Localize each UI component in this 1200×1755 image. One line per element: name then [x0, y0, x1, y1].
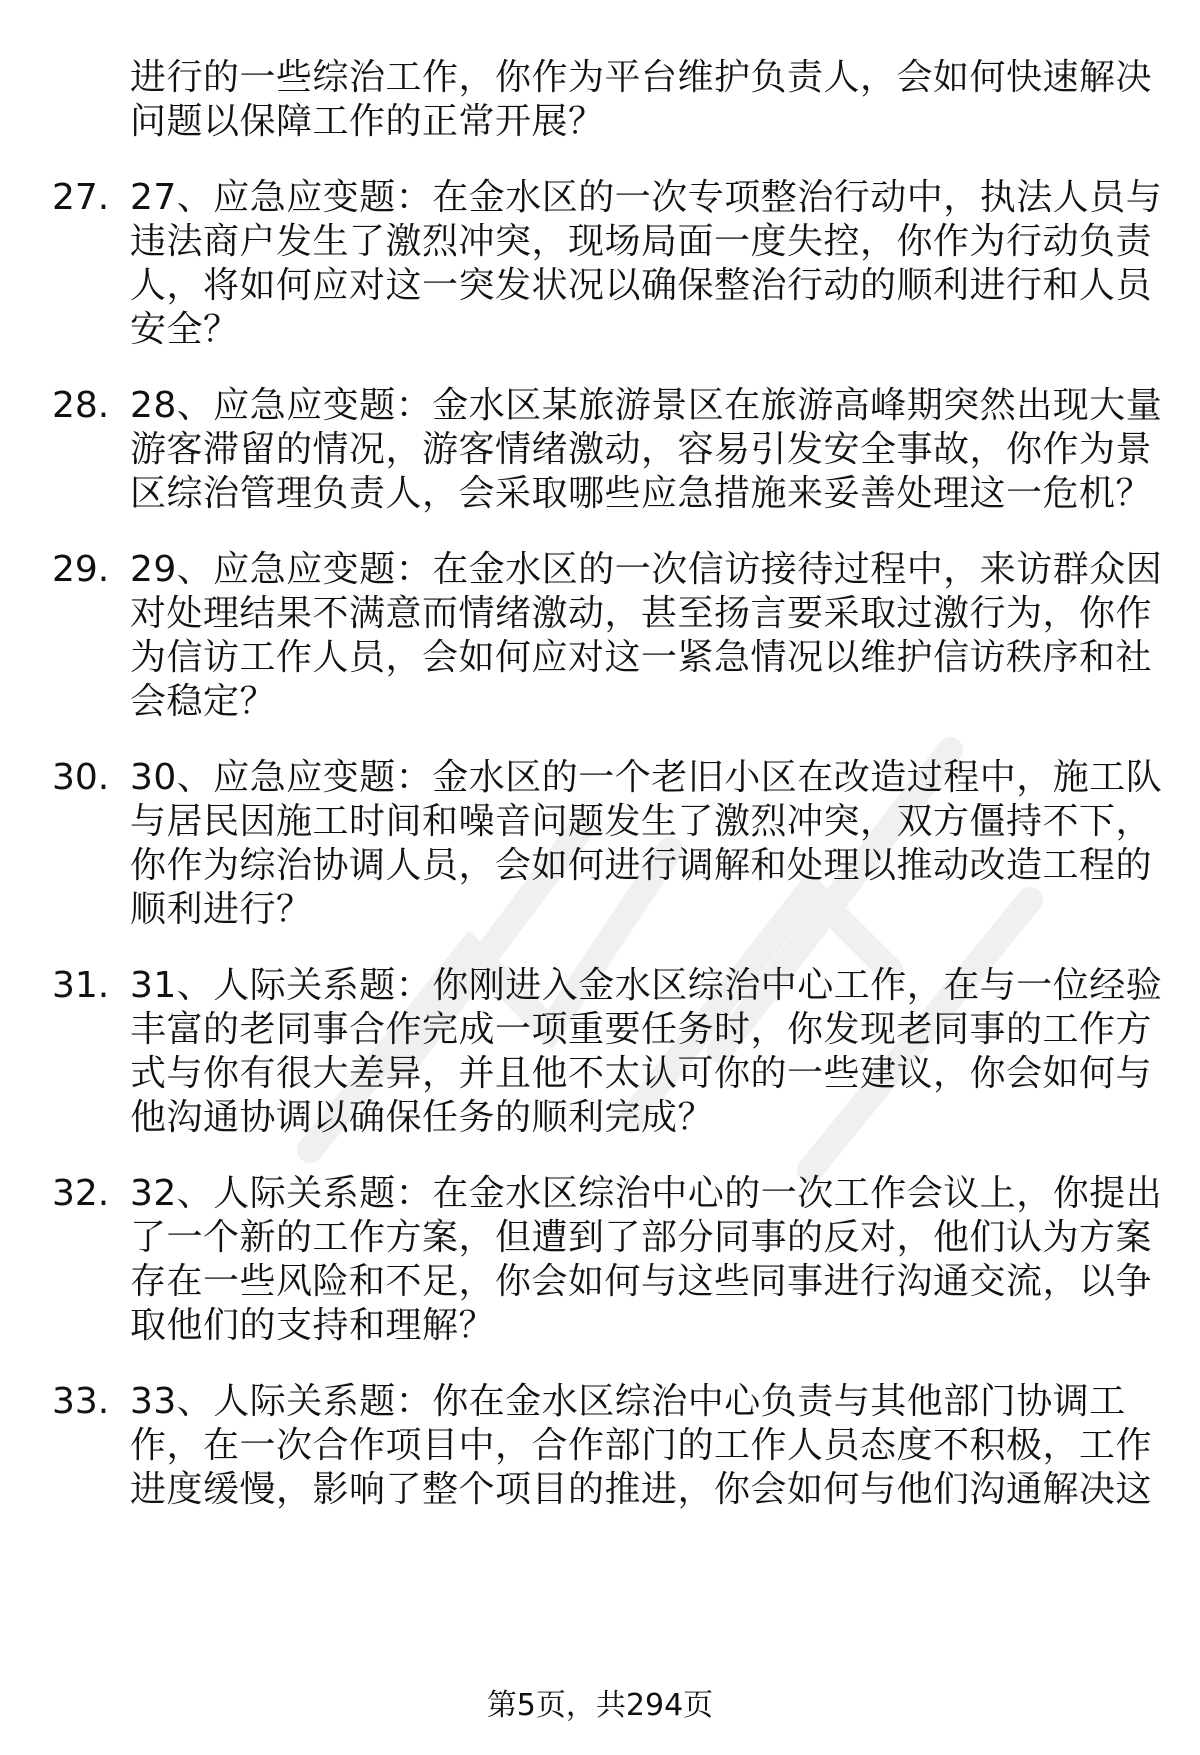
question-line: 作，在一次合作项目中，合作部门的工作人员态度不积极，工作	[130, 1425, 1153, 1466]
question-line: 进度缓慢，影响了整个项目的推进，你会如何与他们沟通解决这	[130, 1469, 1153, 1510]
question-line: 他沟通协调以确保任务的顺利完成？	[130, 1097, 715, 1138]
question-line: 30、应急应变题：金水区的一个老旧小区在改造过程中，施工队	[130, 757, 1163, 798]
question-line: 违法商户发生了激烈冲突，现场局面一度失控，你作为行动负责	[130, 221, 1153, 262]
question-number: 32.	[52, 1173, 110, 1214]
question-line: 人，将如何应对这一突发状况以确保整治行动的顺利进行和人员	[130, 265, 1153, 306]
question-line: 28、应急应变题：金水区某旅游景区在旅游高峰期突然出现大量	[130, 385, 1163, 426]
question-line: 游客滞留的情况，游客情绪激动，容易引发安全事故，你作为景	[130, 429, 1153, 470]
question-line: 为信访工作人员，会如何应对这一紧急情况以维护信访秩序和社	[130, 637, 1153, 678]
question-line: 与居民因施工时间和噪音问题发生了激烈冲突，双方僵持不下，	[130, 801, 1153, 842]
question-line: 31、人际关系题：你刚进入金水区综治中心工作，在与一位经验	[130, 965, 1163, 1006]
question-number: 33.	[52, 1381, 110, 1422]
intro-line: 问题以保障工作的正常开展？	[130, 101, 605, 142]
question-line: 安全？	[130, 309, 240, 350]
question-line: 你作为综治协调人员，会如何进行调解和处理以推动改造工程的	[130, 845, 1153, 886]
question-line: 29、应急应变题：在金水区的一次信访接待过程中，来访群众因	[130, 549, 1163, 590]
question-number: 27.	[52, 177, 110, 218]
question-line: 会稳定？	[130, 681, 277, 722]
question-line: 取他们的支持和理解？	[130, 1305, 496, 1346]
question-line: 32、人际关系题：在金水区综治中心的一次工作会议上，你提出	[130, 1173, 1163, 1214]
question-line: 区综治管理负责人，会采取哪些应急措施来妥善处理这一危机？	[130, 473, 1153, 514]
question-line: 顺利进行？	[130, 889, 313, 930]
question-line: 丰富的老同事合作完成一项重要任务时，你发现老同事的工作方	[130, 1009, 1153, 1050]
question-line: 了一个新的工作方案，但遭到了部分同事的反对，他们认为方案	[130, 1217, 1153, 1258]
question-line: 存在一些风险和不足，你会如何与这些同事进行沟通交流，以争	[130, 1261, 1153, 1302]
question-line: 27、应急应变题：在金水区的一次专项整治行动中，执法人员与	[130, 177, 1163, 218]
question-number: 30.	[52, 757, 110, 798]
intro-line: 进行的一些综治工作，你作为平台维护负责人，会如何快速解决	[130, 57, 1153, 98]
question-line: 对处理结果不满意而情绪激动，甚至扬言要采取过激行为，你作	[130, 593, 1153, 634]
question-number: 28.	[52, 385, 110, 426]
question-line: 式与你有很大差异，并且他不太认可你的一些建议，你会如何与	[130, 1053, 1153, 1094]
question-number: 29.	[52, 549, 110, 590]
question-line: 33、人际关系题：你在金水区综治中心负责与其他部门协调工	[130, 1381, 1126, 1422]
question-number: 31.	[52, 965, 110, 1006]
page-indicator: 第5页，共294页	[486, 1688, 714, 1723]
